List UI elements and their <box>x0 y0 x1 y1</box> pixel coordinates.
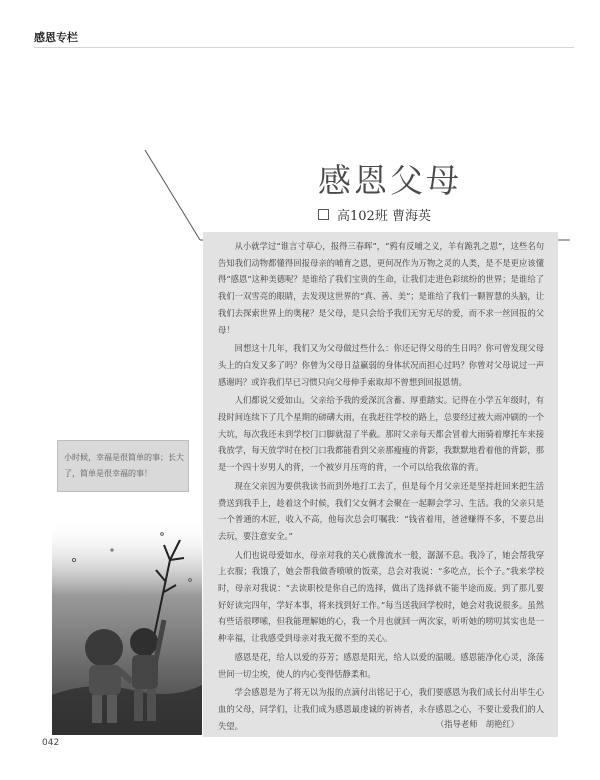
children-illustration <box>52 520 202 735</box>
paragraph-7: 学会感恩是为了将无以为报的点滴付出铭记于心，我们要感恩为我们成长付出毕生心血的父母，同学们，让我们成为感恩最虔诚的祈祷者，永存感恩之心，不要让爱我们的人失望。 <box>218 687 544 731</box>
paragraph-5: 人们也说母爱如水，母亲对我的关心就像流水一般，潺潺不息。我冷了，她会帮我穿上衣服；我饿了，她会帮我做香喷喷的饭菜，总会对我说：“多吃点，长个子。”我来学校时，母亲对我说：“去读职校是你自己的选择，做出了选择就不能半途而废。到了那儿要好好读完四年，学好本事，将来找到好工作。”每当送我回学校时，她会对我说很多。虽然有些话很啰嗦，但我能理解她的心，我一个月也就回一两次家，听听她的唠叨其实也是一种幸福，让我感受到母亲对我无微不至的关心。 <box>218 549 544 644</box>
paragraph-2: 回想这十几年，我们又为父母做过些什么：你还记得父母的生日吗？你可曾发现父母头上的白发又多了吗？你曾为父母日益赢弱的身体状况而担心过吗？你曾对父母说过一声感谢吗？或许我们早已习惯只向父母伸手索取却不曾想到回报恩情。 <box>218 343 544 387</box>
article-title: 感恩父母 <box>318 161 462 200</box>
page-number: 042 <box>42 738 60 748</box>
paragraph-4: 现在父亲因为要供我读书而到外地打工去了，但是每个月父亲还是坚持赶回来把生活费送到我手上，趁着这个时候，我们父女俩才会聚在一起聊会学习、生活。我的父亲只是一个普通的木匠，收入不高，他每次总会叮嘱我：“钱省着用，爸爸赚得不多，不要总出去玩，要注意安全。” <box>218 480 544 541</box>
teacher-credit: （指导老师 胡艳红） <box>436 719 519 729</box>
pull-quote: 小时候，幸福是很简单的事；长大了，简单是很幸福的事！ <box>64 453 184 478</box>
paragraph-3: 人们都说父爱如山。父亲给予我的爱深沉含蓄、厚重踏实。记得在小学五年级时，有段时间连续下了几个星期的磅礴大雨，在我赶往学校的路上，总要经过被大雨冲刷的一个大坑，每次我还未到学校门口脚就湿了半截。那时父亲每天都会冒着大雨骑着摩托车来接我放学，每天放学时在校门口我都能看到父亲那瘦瘦的背影，我默默地看着他的背影，那是一个四十岁男人的背，一个被岁月压弯的背，一个可以给我依靠的背。 <box>218 395 544 473</box>
article-byline <box>318 205 431 224</box>
paragraph-6: 感恩是花，给人以爱的芬芳；感恩是阳光，给人以爱的温暖。感恩能净化心灵，涤荡世间一切尘埃，使人的内心变得恬静柔和。 <box>218 651 544 679</box>
square-bullet-icon <box>318 209 329 220</box>
paragraph-1: 从小就学过“谁言寸草心，报得三春晖”，“鸦有反哺之义，羊有跪乳之恩”，这些名句告知我们动物都懂得回报母亲的哺育之恩，更何况作为万物之灵的人类，是不是更应该懂得“感恩”这种美德呢？是谁给了我们宝贵的生命，让我们走进色彩缤纷的世界；是谁给了我们一双雪亮的眼睛，去发现这世界的“真、善、美”；是谁给了我们一颗智慧的头脑，让我们去探索世界上的奥秘？是父母，是只会给予我们无穷无尽的爱，而不求一丝回报的父母！ <box>218 241 544 335</box>
article-body <box>218 238 544 736</box>
byline-text: 高102班 曹海英 <box>337 209 431 224</box>
column-label: 感恩专栏 <box>34 31 78 44</box>
